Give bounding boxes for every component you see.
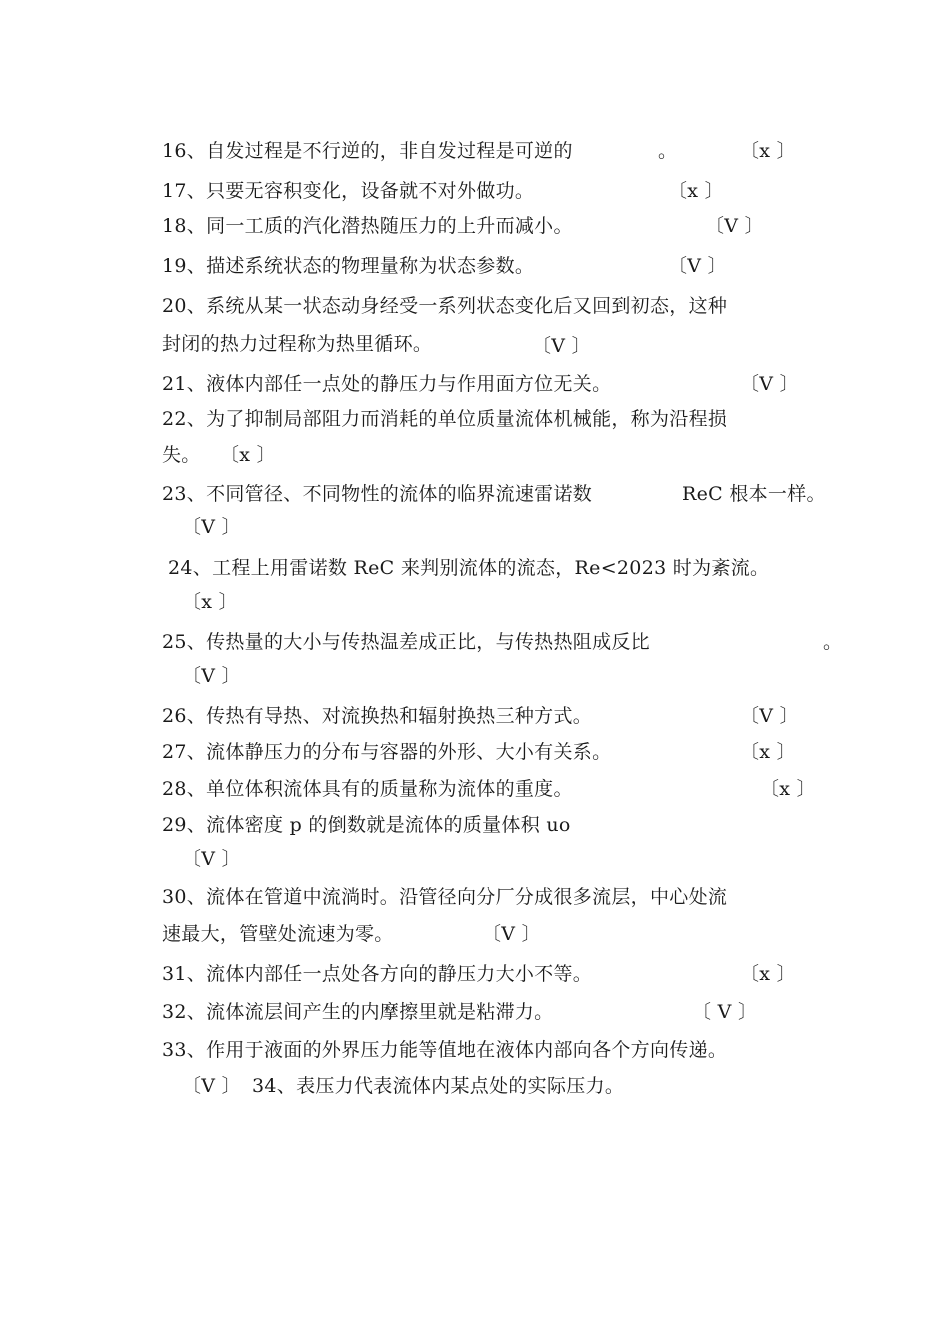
item-22-line2: 失。	[162, 444, 201, 466]
item-30-answer: 〔V 〕	[482, 923, 541, 945]
item-21-answer: 〔V 〕	[740, 373, 799, 395]
item-28-answer: 〔x 〕	[760, 778, 816, 800]
item-25-text: 25、传热量的大小与传热温差成正比，与传热热阻成反比	[162, 631, 650, 653]
item-30-line2: 速最大，管壁处流速为零。	[162, 923, 394, 945]
item-34-text: 34、表压力代表流体内某点处的实际压力。	[252, 1075, 625, 1097]
item-23-tail: ReC 根本一样。	[682, 483, 826, 505]
item-28-text: 28、单位体积流体具有的质量称为流体的重度。	[162, 778, 573, 800]
item-19-answer: 〔V 〕	[668, 255, 727, 277]
item-19-text: 19、描述系统状态的物理量称为状态参数。	[162, 255, 535, 277]
item-16-answer: 〔x 〕	[740, 140, 796, 162]
item-21-text: 21、液体内部任一点处的静压力与作用面方位无关。	[162, 373, 612, 395]
item-20-answer: 〔V 〕	[532, 335, 591, 357]
item-25-mark: 。	[823, 631, 843, 653]
item-32-answer: 〔 V 〕	[692, 1001, 758, 1023]
item-26-text: 26、传热有导热、对流换热和辐射换热三种方式。	[162, 705, 593, 727]
item-33-answer: 〔V 〕	[182, 1075, 241, 1097]
item-17-text: 17、只要无容积变化，设备就不对外做功。	[162, 180, 535, 202]
item-17-answer: 〔x 〕	[668, 180, 724, 202]
item-24-answer: 〔x 〕	[182, 591, 238, 613]
item-26-answer: 〔V 〕	[740, 705, 799, 727]
item-32-text: 32、流体流层间产生的内摩擦里就是粘滞力。	[162, 1001, 554, 1023]
item-27-answer: 〔x 〕	[740, 741, 796, 763]
item-29-text: 29、流体密度 p 的倒数就是流体的质量体积 uo	[162, 814, 571, 836]
item-20-line1: 20、系统从某一状态动身经受一系列状态变化后又回到初态，这种	[162, 295, 728, 317]
item-23-answer: 〔V 〕	[182, 516, 241, 538]
item-33-text: 33、作用于液面的外界压力能等值地在液体内部向各个方向传递。	[162, 1039, 728, 1061]
item-18-answer: 〔V 〕	[705, 215, 764, 237]
item-31-answer: 〔x 〕	[740, 963, 796, 985]
item-23-text: 23、不同管径、不同物性的流体的临界流速雷诺数	[162, 483, 593, 505]
item-29-answer: 〔V 〕	[182, 848, 241, 870]
item-18-text: 18、同一工质的汽化潜热随压力的上升而减小。	[162, 215, 573, 237]
item-20-line2: 封闭的热力过程称为热里循环。	[162, 333, 433, 355]
item-24-text: 24、工程上用雷诺数 ReC 来判别流体的流态，Re<2023 时为紊流。	[168, 557, 770, 579]
item-16-text: 16、自发过程是不行逆的，非自发过程是可逆的	[162, 140, 573, 162]
item-22-answer: 〔x 〕	[220, 444, 276, 466]
item-30-line1: 30、流体在管道中流淌时。沿管径向分厂分成很多流层，中心处流	[162, 886, 728, 908]
item-27-text: 27、流体静压力的分布与容器的外形、大小有关系。	[162, 741, 612, 763]
item-22-line1: 22、为了抑制局部阻力而消耗的单位质量流体机械能，称为沿程损	[162, 408, 728, 430]
item-31-text: 31、流体内部任一点处各方向的静压力大小不等。	[162, 963, 593, 985]
item-25-answer: 〔V 〕	[182, 665, 241, 687]
item-16-mark: 。	[658, 140, 678, 162]
